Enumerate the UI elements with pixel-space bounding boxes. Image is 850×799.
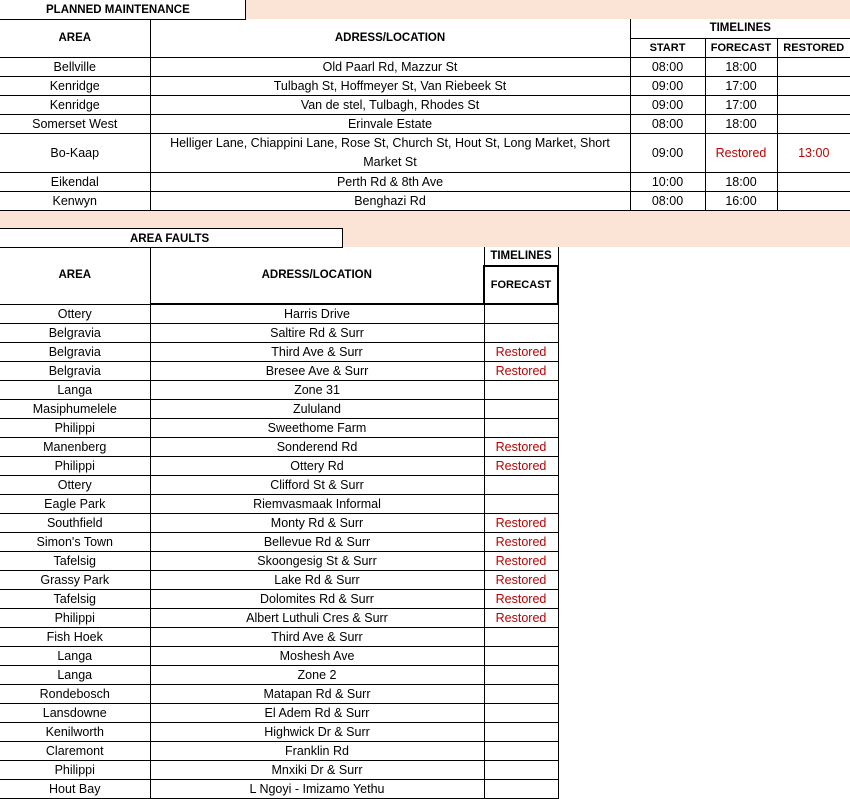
area-cell: Philippi [0, 761, 150, 780]
address-cell: Lake Rd & Surr [150, 571, 484, 590]
address-cell: Matapan Rd & Surr [150, 685, 484, 704]
address-cell: Tulbagh St, Hoffmeyer St, Van Riebeek St [150, 76, 630, 95]
planned-maintenance-table [0, 19, 850, 211]
area-cell: Kenwyn [0, 191, 150, 210]
forecast-cell: 16:00 [705, 191, 777, 210]
header-forecast: FORECAST [484, 266, 558, 304]
table-row [0, 666, 558, 685]
area-cell: Bellville [0, 57, 150, 76]
table-row [0, 742, 558, 761]
area-cell: Belgravia [0, 362, 150, 381]
forecast-cell: Restored [484, 457, 558, 476]
forecast-cell: Restored [484, 362, 558, 381]
table-row [0, 381, 558, 400]
area-cell: Eikendal [0, 172, 150, 191]
forecast-cell [484, 381, 558, 400]
table-row [0, 76, 850, 95]
area-cell: Ottery [0, 476, 150, 495]
area-cell: Rondebosch [0, 685, 150, 704]
area-cell: Tafelsig [0, 590, 150, 609]
area-cell: Langa [0, 647, 150, 666]
faults-title-band [342, 228, 850, 247]
address-cell: Harris Drive [150, 304, 484, 324]
table-row [0, 114, 850, 133]
table-row [0, 324, 558, 343]
table-row [0, 628, 558, 647]
address-cell: Third Ave & Surr [150, 343, 484, 362]
forecast-cell [484, 666, 558, 685]
table-row [0, 647, 558, 666]
table-row [0, 704, 558, 723]
table-row [0, 761, 558, 780]
forecast-cell: 17:00 [705, 95, 777, 114]
area-cell: Kenridge [0, 76, 150, 95]
area-cell: Manenberg [0, 438, 150, 457]
area-cell: Belgravia [0, 343, 150, 362]
table-row [0, 609, 558, 628]
forecast-cell [484, 685, 558, 704]
restored-cell [777, 172, 850, 191]
forecast-cell [484, 761, 558, 780]
start-cell: 08:00 [630, 191, 705, 210]
forecast-cell: Restored [484, 571, 558, 590]
table-row [0, 438, 558, 457]
restored-cell [777, 57, 850, 76]
area-cell: Philippi [0, 609, 150, 628]
forecast-cell: Restored [484, 343, 558, 362]
address-cell: Zululand [150, 400, 484, 419]
start-cell: 10:00 [630, 172, 705, 191]
area-cell: Bo-Kaap [0, 133, 150, 172]
area-cell: Tafelsig [0, 552, 150, 571]
forecast-cell [484, 495, 558, 514]
address-cell: Clifford St & Surr [150, 476, 484, 495]
header-timelines: TIMELINES [630, 19, 850, 38]
planned-title-band [245, 0, 850, 19]
header-forecast: FORECAST [705, 38, 777, 57]
address-cell: Mnxiki Dr & Surr [150, 761, 484, 780]
table-row [0, 590, 558, 609]
area-cell: Eagle Park [0, 495, 150, 514]
area-faults-table [0, 247, 559, 799]
area-cell: Ottery [0, 304, 150, 324]
area-cell: Southfield [0, 514, 150, 533]
forecast-cell [484, 628, 558, 647]
address-cell: Van de stel, Tulbagh, Rhodes St [150, 95, 630, 114]
header-address: ADRESS/LOCATION [150, 247, 484, 304]
forecast-cell: 17:00 [705, 76, 777, 95]
area-cell: Philippi [0, 457, 150, 476]
address-cell: Moshesh Ave [150, 647, 484, 666]
table-row [0, 191, 850, 210]
address-cell: Sweethome Farm [150, 419, 484, 438]
address-cell: Perth Rd & 8th Ave [150, 172, 630, 191]
address-cell: Bellevue Rd & Surr [150, 533, 484, 552]
forecast-cell [484, 723, 558, 742]
table-row [0, 400, 558, 419]
area-cell: Fish Hoek [0, 628, 150, 647]
start-cell: 09:00 [630, 95, 705, 114]
forecast-cell [484, 304, 558, 324]
address-cell: Third Ave & Surr [150, 628, 484, 647]
area-cell: Claremont [0, 742, 150, 761]
address-cell: Riemvasmaak Informal [150, 495, 484, 514]
address-cell: Bresee Ave & Surr [150, 362, 484, 381]
forecast-cell: Restored [484, 590, 558, 609]
table-row [0, 780, 558, 799]
table-row [0, 685, 558, 704]
address-cell: Erinvale Estate [150, 114, 630, 133]
area-cell: Philippi [0, 419, 150, 438]
address-cell: El Adem Rd & Surr [150, 704, 484, 723]
address-cell: Old Paarl Rd, Mazzur St [150, 57, 630, 76]
forecast-cell: Restored [484, 609, 558, 628]
address-cell: Ottery Rd [150, 457, 484, 476]
table-row [0, 476, 558, 495]
forecast-cell: 18:00 [705, 114, 777, 133]
header-restored: RESTORED [777, 38, 850, 57]
table-row [0, 419, 558, 438]
table-row [0, 723, 558, 742]
area-cell: Kenilworth [0, 723, 150, 742]
forecast-cell [484, 400, 558, 419]
table-row [0, 172, 850, 191]
address-cell: Sonderend Rd [150, 438, 484, 457]
forecast-cell: Restored [705, 133, 777, 172]
forecast-cell: Restored [484, 514, 558, 533]
address-cell: Dolomites Rd & Surr [150, 590, 484, 609]
header-address: ADRESS/LOCATION [150, 19, 630, 57]
header-start: START [630, 38, 705, 57]
area-cell: Somerset West [0, 114, 150, 133]
table-row [0, 57, 850, 76]
address-cell: Benghazi Rd [150, 191, 630, 210]
address-cell: Zone 2 [150, 666, 484, 685]
table-row [0, 133, 850, 172]
forecast-cell: 18:00 [705, 172, 777, 191]
forecast-cell [484, 419, 558, 438]
forecast-cell: Restored [484, 552, 558, 571]
forecast-cell [484, 780, 558, 799]
forecast-cell [484, 647, 558, 666]
area-faults-title: AREA FAULTS [0, 228, 343, 248]
forecast-cell [484, 704, 558, 723]
table-row [0, 514, 558, 533]
address-cell: Monty Rd & Surr [150, 514, 484, 533]
restored-cell: 13:00 [777, 133, 850, 172]
start-cell: 09:00 [630, 76, 705, 95]
forecast-cell: Restored [484, 438, 558, 457]
start-cell: 08:00 [630, 57, 705, 76]
restored-cell [777, 95, 850, 114]
table-row [0, 495, 558, 514]
header-area: AREA [0, 247, 150, 304]
address-cell: Zone 31 [150, 381, 484, 400]
area-cell: Lansdowne [0, 704, 150, 723]
table-row [0, 362, 558, 381]
restored-cell [777, 191, 850, 210]
table-row [0, 533, 558, 552]
area-cell: Simon's Town [0, 533, 150, 552]
forecast-cell: 18:00 [705, 57, 777, 76]
header-area: AREA [0, 19, 150, 57]
area-cell: Belgravia [0, 324, 150, 343]
header-timelines: TIMELINES [484, 247, 558, 266]
area-cell: Langa [0, 666, 150, 685]
area-cell: Kenridge [0, 95, 150, 114]
area-cell: Grassy Park [0, 571, 150, 590]
address-cell: L Ngoyi - Imizamo Yethu [150, 780, 484, 799]
address-cell: Highwick Dr & Surr [150, 723, 484, 742]
table-row [0, 571, 558, 590]
address-cell: Skoongesig St & Surr [150, 552, 484, 571]
planned-maintenance-title: PLANNED MAINTENANCE [0, 0, 246, 20]
forecast-cell [484, 476, 558, 495]
forecast-cell: Restored [484, 533, 558, 552]
restored-cell [777, 114, 850, 133]
address-cell: Saltire Rd & Surr [150, 324, 484, 343]
spacer-band [0, 210, 850, 228]
area-cell: Hout Bay [0, 780, 150, 799]
table-row [0, 95, 850, 114]
area-cell: Masiphumelele [0, 400, 150, 419]
address-cell: Franklin Rd [150, 742, 484, 761]
table-row [0, 343, 558, 362]
address-cell: Helliger Lane, Chiappini Lane, Rose St, Church St, Hout St, Long Market, Short Market St [150, 133, 630, 172]
table-row [0, 457, 558, 476]
table-row [0, 304, 558, 324]
start-cell: 09:00 [630, 133, 705, 172]
area-cell: Langa [0, 381, 150, 400]
forecast-cell [484, 324, 558, 343]
restored-cell [777, 76, 850, 95]
start-cell: 08:00 [630, 114, 705, 133]
address-cell: Albert Luthuli Cres & Surr [150, 609, 484, 628]
forecast-cell [484, 742, 558, 761]
table-row [0, 552, 558, 571]
